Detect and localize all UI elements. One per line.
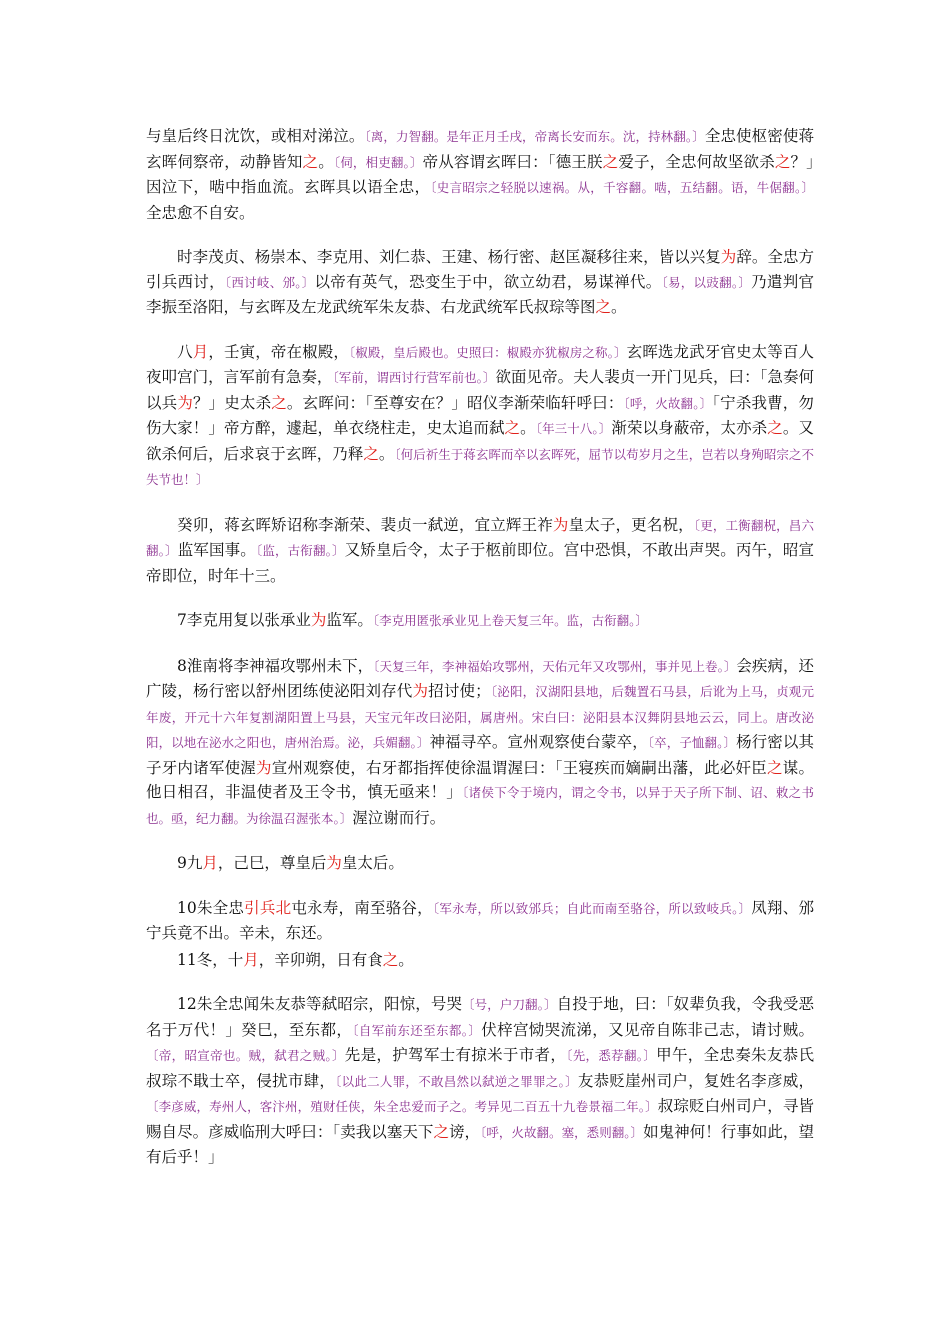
body-text: 辞。全忠方引兵西讨， xyxy=(146,248,814,291)
highlighted-char: 为 xyxy=(412,682,429,700)
annotation-note: 〔何后祈生于蒋玄晖而卒以玄晖死，屈节以苟岁月之生，岂若以身殉昭宗之不失节也！〕 xyxy=(146,446,814,487)
paragraph xyxy=(146,608,814,634)
highlighted-char: 之 xyxy=(504,419,521,437)
paragraph xyxy=(146,513,814,589)
annotation-note: 〔号，户刀翻。〕 xyxy=(462,997,557,1012)
paragraph xyxy=(146,851,814,876)
highlighted-char: 为 xyxy=(552,515,569,534)
body-text: 时李茂贞、杨崇本、李克用、刘仁恭、王建、杨行密、赵匡凝移往来，皆以兴复 xyxy=(177,248,721,266)
highlighted-char: 为 xyxy=(720,248,737,266)
body-text: 皇太后。 xyxy=(341,854,404,872)
body-text: 渐荣以身蔽帝，太亦杀 xyxy=(611,419,768,437)
annotation-note: 〔以此二人罪，不敢昌然以弑逆之罪罪之。〕 xyxy=(335,1073,578,1089)
body-text: 玄晖选龙武牙官史太等百人夜叩宫门，言军前有急奏， xyxy=(146,342,814,386)
body-text: 伏梓宫恸哭流涕，又见帝自陈非己志，请讨贼。 xyxy=(481,1020,814,1039)
body-text: 谋。他日相召，非温使者及王令书，慎无亟来！」 xyxy=(146,758,814,801)
body-text: 凤翔、邠宁兵竟不出。辛未，东还。 xyxy=(146,898,814,942)
annotation-note: 〔天复三年，李神福始攻鄂州，天佑元年又攻鄂州，事并见上卷。〕 xyxy=(373,658,737,674)
annotation-note: 〔离，力智翻。是年正月壬戌，帝离长安而东。沈，持林翻。〕 xyxy=(364,129,705,144)
annotation-note: 〔军前，谓西讨行营军前也。〕 xyxy=(332,370,496,385)
body-text: 。玄晖问：「至尊安在？」昭仪李渐荣临轩呼曰： xyxy=(286,393,624,412)
body-text: 。又欲杀何后，后求哀于玄晖，乃释 xyxy=(146,419,814,463)
highlighted-char: 为 xyxy=(326,854,342,872)
annotation-note: 〔呼，火故翻。塞，悉则翻。〕 xyxy=(480,1124,644,1140)
body-text: ，辛卯朔，日有食 xyxy=(258,950,383,969)
body-text: 9九 xyxy=(177,854,203,872)
paragraph xyxy=(146,948,814,973)
highlighted-char: 之 xyxy=(774,152,791,171)
body-text: 帝从容谓玄晖曰：「德王朕 xyxy=(422,152,603,171)
body-text: 癸卯，蒋玄晖矫诏称李渐荣、裴贞一弑逆，宜立辉王祚 xyxy=(177,515,553,534)
highlighted-char: 之 xyxy=(767,758,783,777)
body-text: ？」因泣下，啮中指血流。玄晖具以语全忠， xyxy=(146,152,814,196)
annotation-note: 〔卒，子恤翻。〕 xyxy=(647,735,737,750)
highlighted-char: 为 xyxy=(310,611,327,629)
body-text: 。 xyxy=(611,298,627,316)
annotation-note: 〔更，工衡翻柷，昌六翻。〕 xyxy=(146,517,814,558)
annotation-note: 〔年三十八。〕 xyxy=(535,421,612,436)
body-text: 与皇后终日沈饮，或相对涕泣。 xyxy=(146,127,365,145)
body-text: 全忠使枢密使蒋玄晖伺察帝，动静皆知 xyxy=(146,127,814,171)
body-text: 爱子，全忠何故坚欲杀 xyxy=(618,152,775,171)
annotation-note: 〔李克用匿张承业见上卷天复三年。监，古衔翻。〕 xyxy=(372,613,648,628)
annotation-note: 〔李彦威，寿州人，客汴州，殖财任侠，朱全忠爱而子之。考异见二百五十九卷景福二年。〕 xyxy=(146,1099,658,1114)
highlighted-char: 之 xyxy=(382,950,399,969)
body-text: 以帝有英气，恐变生于中，欲立幼君，易谋禅代。 xyxy=(314,272,662,291)
body-text: 又矫皇后令，太子于柩前即位。宫中恐惧，不敢出声哭。丙午，昭宣帝即位，时年十三。 xyxy=(146,541,814,585)
body-text: 谤， xyxy=(449,1122,481,1141)
body-text: ，壬寅，帝在椒殿， xyxy=(208,342,349,361)
body-text: 监军国事。 xyxy=(177,541,256,559)
body-text: 11冬，十 xyxy=(177,950,244,969)
highlighted-char: 月 xyxy=(243,950,259,969)
highlighted-char: 为 xyxy=(177,393,193,412)
annotation-note: 〔西讨岐、邠。〕 xyxy=(224,274,315,290)
annotation-note: 〔椒殿，皇后殿也。史照曰：椒殿亦犹椒房之称。〕 xyxy=(348,344,627,360)
annotation-note: 〔先，悉荐翻。〕 xyxy=(566,1048,657,1063)
body-text: 欲面见帝。夫人裴贞一开门见兵，曰：「急奏何以兵 xyxy=(146,368,814,412)
document-page xyxy=(146,124,814,1190)
highlighted-char: 为 xyxy=(256,758,272,777)
annotation-note: 〔呼，火故翻。〕 xyxy=(623,395,713,411)
body-text: 自投于地，曰：「奴辈负我，令我受恶名于万代！」癸巳，至东都， xyxy=(146,995,814,1039)
highlighted-char: 之 xyxy=(602,152,619,171)
annotation-note: 〔监，古衔翻。〕 xyxy=(255,543,345,558)
body-text: 。 xyxy=(520,419,536,437)
body-text: 12朱全忠闻朱友恭等弑昭宗，阳惊，号哭 xyxy=(177,995,463,1013)
annotation-note: 〔伺，相吏翻。〕 xyxy=(333,154,423,170)
body-text: ？」史太杀 xyxy=(192,393,272,412)
body-text: 叔琮贬白州司户，寻皆赐自尽。彦威临刑大呼曰：「卖我以塞天下 xyxy=(146,1097,814,1141)
highlighted-char: 之 xyxy=(595,298,612,316)
highlighted-char: 月 xyxy=(192,342,209,361)
highlighted-char: 之 xyxy=(363,444,379,463)
paragraph xyxy=(146,340,814,493)
body-text: 会疾病，还广陵，杨行密以舒州团练使泌阳刘存代 xyxy=(146,656,814,700)
body-text: 皇太子，更名柷， xyxy=(568,515,694,534)
paragraph xyxy=(146,992,814,1170)
body-text: 友恭贬崖州司户，复姓名李彦威， xyxy=(577,1071,814,1090)
highlighted-char: 之 xyxy=(302,152,319,171)
body-text: 渥泣谢而行。 xyxy=(352,808,446,827)
body-text: 监军。 xyxy=(326,611,373,629)
body-text: 杨行密以其子牙内诸军使渥 xyxy=(146,733,814,777)
highlighted-char: 之 xyxy=(433,1122,449,1141)
body-text: 。 xyxy=(398,950,414,969)
body-text: 先是，护驾军士有掠米于市者， xyxy=(344,1046,567,1064)
annotation-note: 〔诸侯下令于境内，谓之令书，以异于天子所下制、诏、敕之书也。亟，纪力翻。为徐温召渥张本。〕 xyxy=(146,785,814,826)
body-text: ，己巳，尊皇后 xyxy=(217,854,327,872)
body-text: 。 xyxy=(318,152,334,171)
highlighted-char: 引兵北 xyxy=(244,898,292,917)
annotation-note: 〔自军前东还至东都。〕 xyxy=(352,1022,482,1038)
body-text: 10朱全忠 xyxy=(177,898,245,917)
paragraph xyxy=(146,124,814,225)
annotation-note: 〔军永寿，所以致邠兵；自此而南至骆谷，所以致岐兵。〕 xyxy=(432,900,752,916)
annotation-note: 〔帝，昭宣帝也。贼，弑君之贼。〕 xyxy=(146,1048,345,1063)
body-text: 「宁杀我曹，勿伤大家！」帝方醉，遽起，单衣绕柱走，史太追而弑 xyxy=(146,393,814,437)
body-text: 招讨使； xyxy=(428,682,491,700)
paragraph xyxy=(146,245,814,320)
body-text: 宣州观察使，右牙都指挥使徐温谓渥曰：「王寝疾而嫡嗣出藩，此必奸臣 xyxy=(271,758,767,777)
body-text: 乃遣判官李振至洛阳，与玄晖及左龙武统军朱友恭、右龙武统军氏叔琮等图 xyxy=(146,272,814,316)
body-text: 。 xyxy=(378,444,395,463)
body-text: 神福寻卒。宣州观察使台蒙卒， xyxy=(429,733,648,751)
highlighted-char: 之 xyxy=(767,419,783,437)
body-text: 甲午，全忠奏朱友恭氏叔琮不戢士卒，侵扰市肆， xyxy=(146,1046,814,1090)
highlighted-char: 之 xyxy=(271,393,287,412)
annotation-note: 〔易，以豉翻。〕 xyxy=(661,274,752,290)
body-text: 如鬼神何！行事如此，望有后乎！」 xyxy=(146,1122,814,1166)
body-text: 全忠愈不自安。 xyxy=(146,203,255,222)
paragraph xyxy=(146,654,814,832)
highlighted-char: 月 xyxy=(202,854,218,872)
body-text: 屯永寿，南至骆谷， xyxy=(291,898,433,917)
annotation-note: 〔泌阳，汉湖阳县地，后魏置石马县，后讹为上马，贞观元年废，开元十六年复割湖阳置上马县，天宝元年改曰泌阳，属唐州。宋白曰：泌阳县本汉舞阴县地云云，同上。唐改泌阳，以地在泌水之阳也，唐州治焉。泌，兵媚翻。〕 xyxy=(146,684,814,750)
body-text: 八 xyxy=(177,342,193,361)
annotation-note: 〔史言昭宗之轻脱以速祸。从，千容翻。啮，五结翻。语，牛倨翻。〕 xyxy=(430,180,814,195)
body-text: 7李克用复以张承业 xyxy=(177,611,311,629)
paragraph xyxy=(146,896,814,946)
body-text: 8淮南将李神福攻鄂州未下， xyxy=(177,656,374,675)
